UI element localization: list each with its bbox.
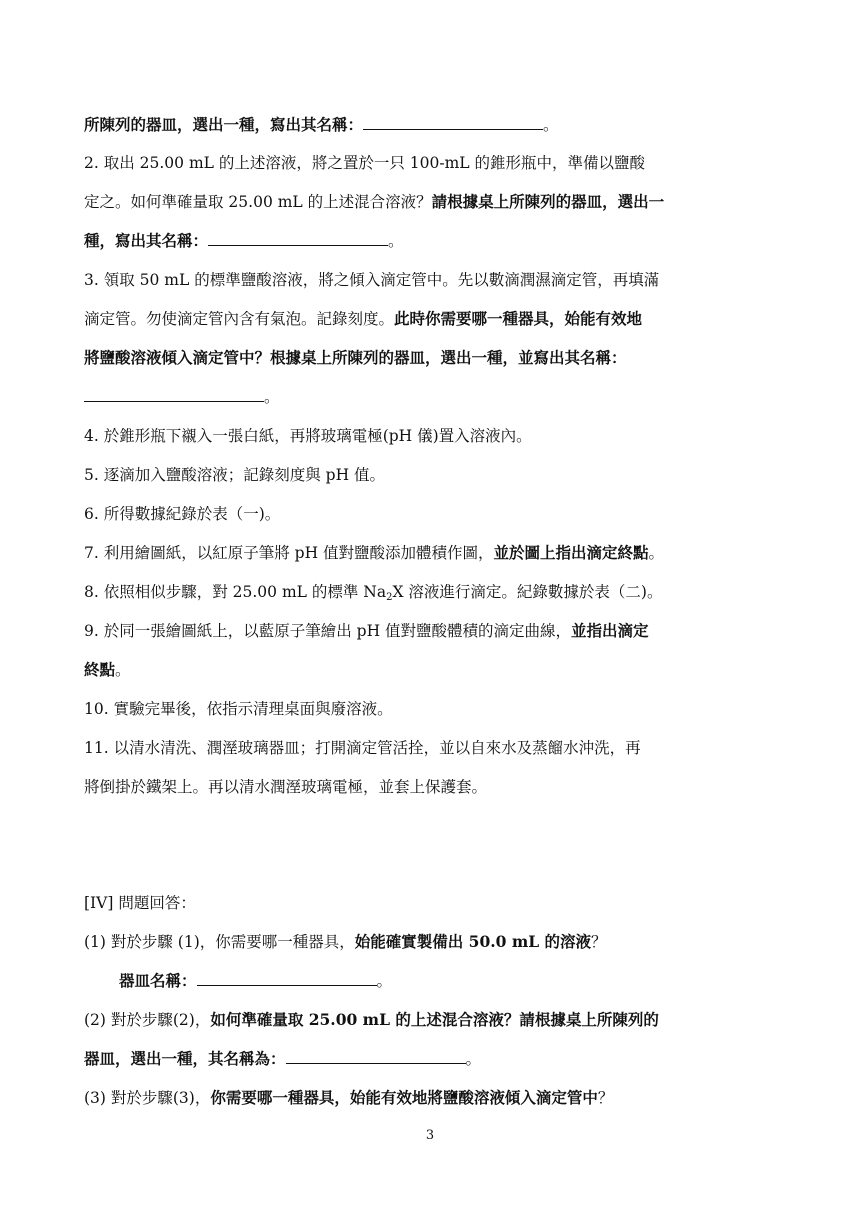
bold-text: 器皿，選出一種，其名稱為： (84, 1049, 286, 1068)
text-segment: X 溶液進行滴定。紀錄數據於表（二)。 (392, 583, 663, 601)
text-segment: 4. 於錐形瓶下襯入一張白紙，再將玻璃電極(pH 儀)置入溶液內。 (84, 427, 532, 445)
bold-text: 種，寫出其名稱： (84, 231, 209, 250)
text-segment: 10. 實驗完畢後，依指示清理桌面與廢溶液。 (84, 700, 393, 718)
text-line (84, 348, 784, 368)
text-segment: (1) 對於步驟 (1)，你需要哪一種器具， (84, 933, 355, 951)
text-segment: 。 (648, 544, 665, 562)
text-segment: 。 (115, 661, 131, 679)
text-segment: 。 (388, 232, 404, 250)
text-segment: 7. 利用繪圖紙，以紅原子筆將 pH 值對鹽酸添加體積作圖， (84, 544, 494, 562)
text-line (84, 231, 784, 251)
text-line (84, 309, 784, 329)
bold-text: 如何準確量取 25.00 mL 的上述混合溶液？請根據桌上所陳列的 (210, 1010, 659, 1029)
text-segment: 5. 逐滴加入鹽酸溶液；記錄刻度與 pH 值。 (84, 466, 386, 484)
text-line (119, 971, 819, 991)
bold-text: 並指出滴定 (571, 621, 649, 640)
text-segment: 。 (376, 972, 393, 990)
text-line (84, 777, 784, 797)
answer-blank[interactable] (363, 115, 543, 130)
text-line (84, 543, 784, 563)
text-line (84, 738, 784, 758)
text-line (84, 1088, 784, 1108)
text-line (84, 1049, 784, 1069)
bold-text: 器皿名稱： (119, 971, 197, 990)
answer-blank[interactable] (286, 1049, 466, 1064)
bold-text: 所陳列的器皿，選出一種，寫出其名稱： (84, 115, 364, 134)
text-segment: ？ (591, 933, 607, 951)
text-line (84, 426, 784, 446)
bold-text: 此時你需要哪一種器具，始能有效地 (394, 309, 643, 328)
text-segment: ？ (597, 1089, 614, 1107)
subscript: 2 (386, 592, 393, 603)
text-segment: (3) 對於步驟(3)， (84, 1089, 211, 1107)
text-line (84, 1010, 784, 1030)
text-line (84, 270, 784, 290)
answer-blank[interactable] (208, 231, 388, 246)
text-line (84, 621, 784, 641)
text-segment: 2. 取出 25.00 mL 的上述溶液，將之置於一只 100-mL 的錐形瓶中，準備以鹽酸 (84, 154, 646, 172)
text-segment: [IV] 問題回答： (84, 894, 196, 912)
text-line (84, 699, 784, 719)
bold-text: 請根據桌上所陳列的器皿，選出一 (431, 192, 665, 211)
text-segment: 6. 所得數據紀錄於表（一)。 (84, 505, 281, 523)
answer-blank[interactable] (84, 387, 264, 402)
text-segment: (2) 對於步驟(2)， (84, 1011, 211, 1029)
bold-text: 終點 (84, 660, 116, 679)
text-segment: 3. 領取 50 mL 的標準鹽酸溶液，將之傾入滴定管中。先以數滴潤濕滴定管，再填滿 (84, 271, 660, 289)
text-segment: 將倒掛於鐵架上。再以清水潤溼玻璃電極，並套上保護套。 (84, 778, 488, 796)
bold-text: 你需要哪一種器具，始能有效地將鹽酸溶液傾入滴定管中 (210, 1088, 598, 1107)
text-line (84, 465, 784, 485)
bold-text: 將鹽酸溶液傾入滴定管中？根據桌上所陳列的器皿，選出一種，並寫出其名稱： (84, 348, 627, 367)
bold-text: 始能確實製備出 50.0 mL 的溶液 (354, 932, 592, 951)
text-segment: 。 (465, 1050, 482, 1068)
bold-text: 並於圖上指出滴定終點 (493, 543, 649, 562)
text-segment: 。 (543, 116, 559, 134)
section-heading (84, 893, 784, 913)
text-line (84, 504, 784, 524)
text-segment: 滴定管。勿使滴定管內含有氣泡。記錄刻度。 (84, 310, 395, 328)
text-segment: 8. 依照相似步驟，對 25.00 mL 的標準 Na (84, 583, 387, 601)
text-segment: 。 (264, 388, 280, 406)
text-line (84, 582, 784, 608)
text-line (84, 192, 784, 212)
page-number: 3 (425, 1128, 435, 1143)
text-line (84, 387, 784, 407)
text-segment: 定之。如何準確量取 25.00 mL 的上述混合溶液？ (84, 193, 432, 211)
text-line (84, 115, 784, 135)
answer-blank[interactable] (197, 971, 377, 986)
text-line (84, 932, 784, 952)
text-segment: 9. 於同一張繪圖紙上，以藍原子筆繪出 pH 值對鹽酸體積的滴定曲線， (84, 622, 572, 640)
text-line (84, 660, 784, 680)
text-line (84, 153, 784, 173)
text-segment: 11. 以清水清洗、潤溼玻璃器皿；打開滴定管活拴，並以自來水及蒸餾水沖洗，再 (84, 739, 641, 757)
